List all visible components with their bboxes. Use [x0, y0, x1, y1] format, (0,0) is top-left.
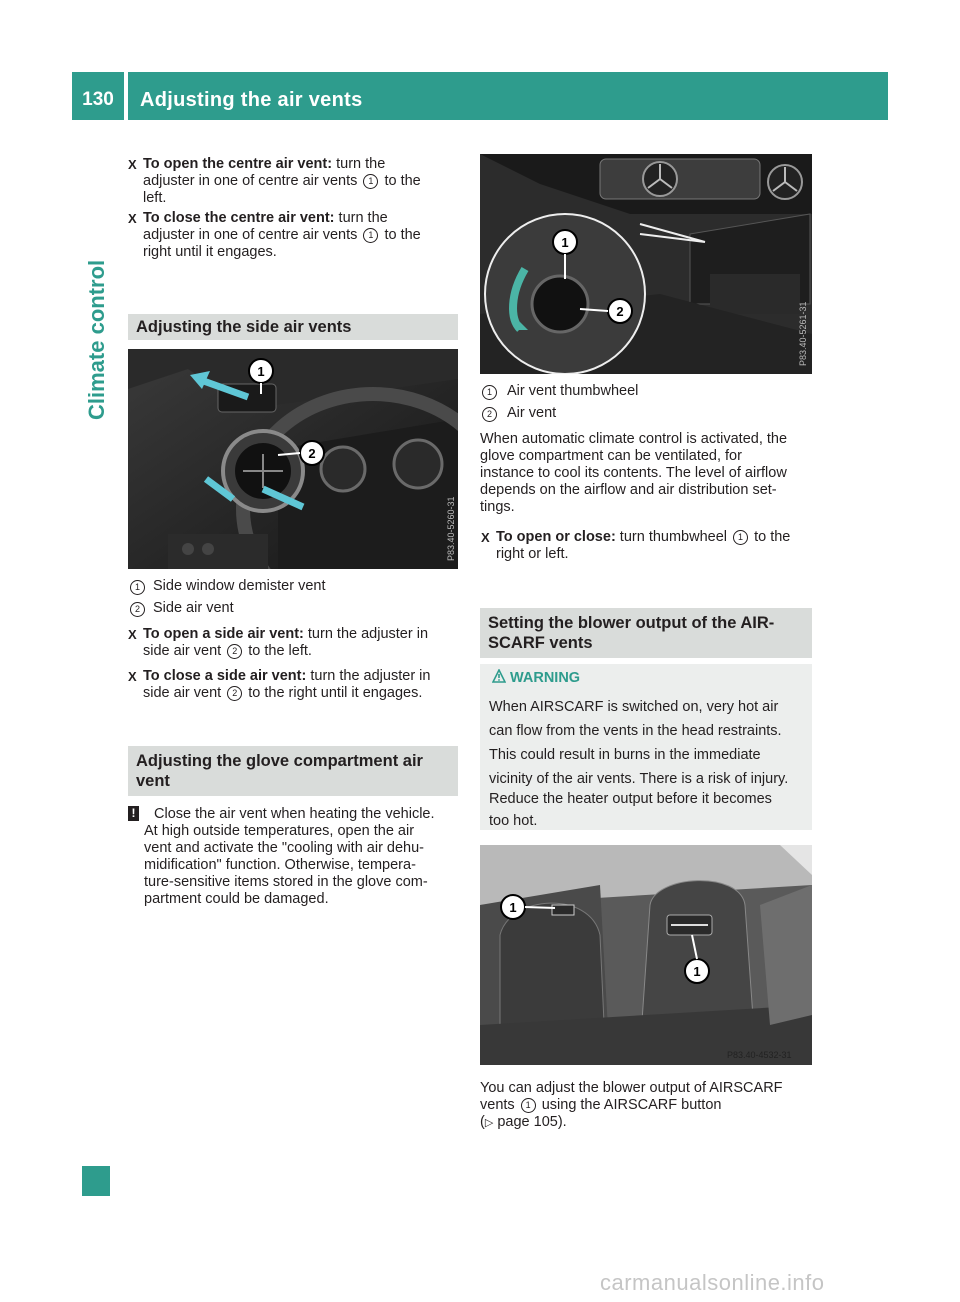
callout-1-icon: 1 — [482, 385, 497, 400]
warning-box — [480, 664, 812, 830]
instruction-close-side-vent — [128, 668, 463, 702]
warning-line: When AIRSCARF is switched on, very hot air — [489, 699, 779, 715]
instruction-text: turn the — [332, 156, 386, 172]
callout-1-icon: 1 — [363, 174, 378, 189]
warning-line: vicinity of the air vents. There is a risk of injury. — [489, 771, 789, 787]
instruction-text: turn the adjuster in — [303, 626, 429, 642]
instruction-open-centre-vent — [128, 156, 463, 207]
instruction-text: side air vent — [143, 685, 226, 701]
heading-line: Setting the blower output of the AIR- — [488, 614, 775, 632]
instruction-text: right until it engages. — [143, 244, 277, 260]
warning-triangle-icon — [492, 669, 506, 683]
paragraph-line: You can adjust the blower output of AIRSCARF — [480, 1080, 783, 1096]
warning-line: can flow from the vents in the head restraints. — [489, 723, 782, 739]
paragraph-line: tings. — [480, 499, 515, 515]
side-tab — [72, 120, 120, 1220]
note-text: midification" function. Otherwise, tempera- — [144, 857, 416, 873]
paragraph-text: ( — [480, 1114, 485, 1130]
callout-2-icon: 2 — [482, 407, 497, 422]
legend-text: Air vent — [507, 405, 557, 421]
page-ref-arrow-icon: ▷ — [484, 1117, 494, 1129]
instruction-open-close-glove-vent — [481, 529, 816, 563]
instruction-text: adjuster in one of centre air vents — [143, 227, 362, 243]
glove-vent-paragraph — [480, 431, 815, 516]
instruction-text: to the — [750, 529, 791, 545]
svg-text:1: 1 — [561, 235, 569, 250]
glove-compartment-photo — [480, 154, 812, 374]
legend-text: Air vent thumbwheel — [507, 383, 639, 399]
heading-line: Adjusting the glove compartment air — [136, 752, 423, 770]
section-heading-airscarf — [480, 608, 812, 658]
callout-1-icon: 1 — [363, 228, 378, 243]
paragraph-text: using the AIRSCARF button — [537, 1097, 722, 1113]
instruction-text: left. — [143, 190, 167, 206]
note-text: vent and activate the "cooling with air dehu- — [144, 840, 425, 856]
callout-2-icon: 2 — [227, 644, 242, 659]
airscarf-seats-photo — [480, 845, 812, 1065]
instruction-lead: To open the centre air vent: — [143, 156, 333, 172]
svg-text:1: 1 — [693, 964, 701, 979]
instruction-lead: To close the centre air vent: — [143, 210, 335, 226]
instruction-text: turn the — [334, 210, 388, 226]
image-code: P83.40-5261-31 — [798, 301, 808, 366]
legend-item — [128, 578, 458, 600]
note-text: ture-sensitive items stored in the glove com- — [144, 874, 428, 890]
instruction-text: turn thumbwheel — [615, 529, 732, 545]
svg-text:1: 1 — [509, 900, 517, 915]
caution-icon: ! — [128, 806, 139, 821]
legend-item — [128, 600, 458, 622]
image-code: P83.40-5260-31 — [446, 496, 456, 561]
callout-1-icon: 1 — [733, 530, 748, 545]
instruction-text: adjuster in one of centre air vents — [143, 173, 362, 189]
watermark: carmanualsonline.info — [600, 1270, 825, 1295]
instruction-open-side-vent — [128, 626, 463, 660]
page-title: Adjusting the air vents — [140, 89, 363, 111]
side-tab-label: Climate control — [84, 259, 109, 420]
caution-note — [128, 806, 463, 908]
warning-line: Reduce the heater output before it becomes — [489, 791, 772, 807]
arrow-icon: X — [128, 627, 137, 642]
side-tab-marker — [82, 1166, 110, 1196]
callout-2-icon: 2 — [227, 686, 242, 701]
side-vent-legend — [128, 578, 458, 622]
arrow-icon: X — [481, 530, 490, 545]
paragraph-line: instance to cool its contents. The level of airflow — [480, 465, 787, 481]
header-divider — [124, 72, 128, 120]
legend-item — [480, 383, 812, 405]
paragraph-line: When automatic climate control is activated, the — [480, 431, 788, 447]
instruction-text: right or left. — [496, 546, 569, 562]
instruction-close-centre-vent — [128, 210, 463, 261]
arrow-icon: X — [128, 211, 137, 226]
warning-line: This could result in burns in the immediate — [489, 747, 761, 763]
callout-1-icon: 1 — [521, 1098, 536, 1113]
svg-text:2: 2 — [616, 304, 624, 319]
section-heading-side-vents: Adjusting the side air vents — [128, 314, 458, 340]
image-code: P83.40-4532-31 — [727, 1050, 792, 1060]
heading-line: SCARF vents — [488, 634, 593, 652]
callout-1-icon: 1 — [130, 580, 145, 595]
airscarf-paragraph — [480, 1080, 815, 1132]
callout-2-icon: 2 — [130, 602, 145, 617]
instruction-lead: To close a side air vent: — [143, 668, 307, 684]
legend-item — [480, 405, 812, 427]
svg-text:2: 2 — [308, 446, 316, 461]
paragraph-line: glove compartment can be ventilated, for — [480, 448, 742, 464]
note-text: Close the air vent when heating the vehicle. — [154, 806, 435, 822]
instruction-text: to the right until it engages. — [244, 685, 423, 701]
instruction-text: to the — [380, 173, 421, 189]
paragraph-line: depends on the airflow and air distribution set- — [480, 482, 777, 498]
side-air-vents-photo — [128, 349, 458, 569]
instruction-text: to the left. — [244, 643, 312, 659]
note-text: partment could be damaged. — [144, 891, 329, 907]
legend-text: Side window demister vent — [153, 578, 326, 594]
page-number: 130 — [82, 89, 114, 110]
heading-line: vent — [136, 772, 170, 790]
instruction-text: to the — [380, 227, 421, 243]
instruction-lead: To open a side air vent: — [143, 626, 304, 642]
arrow-icon: X — [128, 157, 137, 172]
warning-body — [489, 695, 814, 791]
instruction-text: side air vent — [143, 643, 226, 659]
arrow-icon: X — [128, 669, 137, 684]
note-text: At high outside temperatures, open the air — [144, 823, 415, 839]
warning-advice — [489, 788, 814, 832]
paragraph-text: vents — [480, 1097, 519, 1113]
glove-vent-legend — [480, 383, 812, 427]
warning-title: WARNING — [510, 670, 581, 686]
instruction-text: turn the adjuster in — [306, 668, 431, 684]
page-reference-link[interactable]: page 105). — [493, 1114, 567, 1130]
svg-text:1: 1 — [257, 364, 265, 379]
warning-title-row — [492, 669, 580, 686]
warning-line: too hot. — [489, 813, 538, 829]
instruction-lead: To open or close: — [496, 529, 616, 545]
legend-text: Side air vent — [153, 600, 234, 616]
section-heading-glove-vent — [128, 746, 458, 796]
